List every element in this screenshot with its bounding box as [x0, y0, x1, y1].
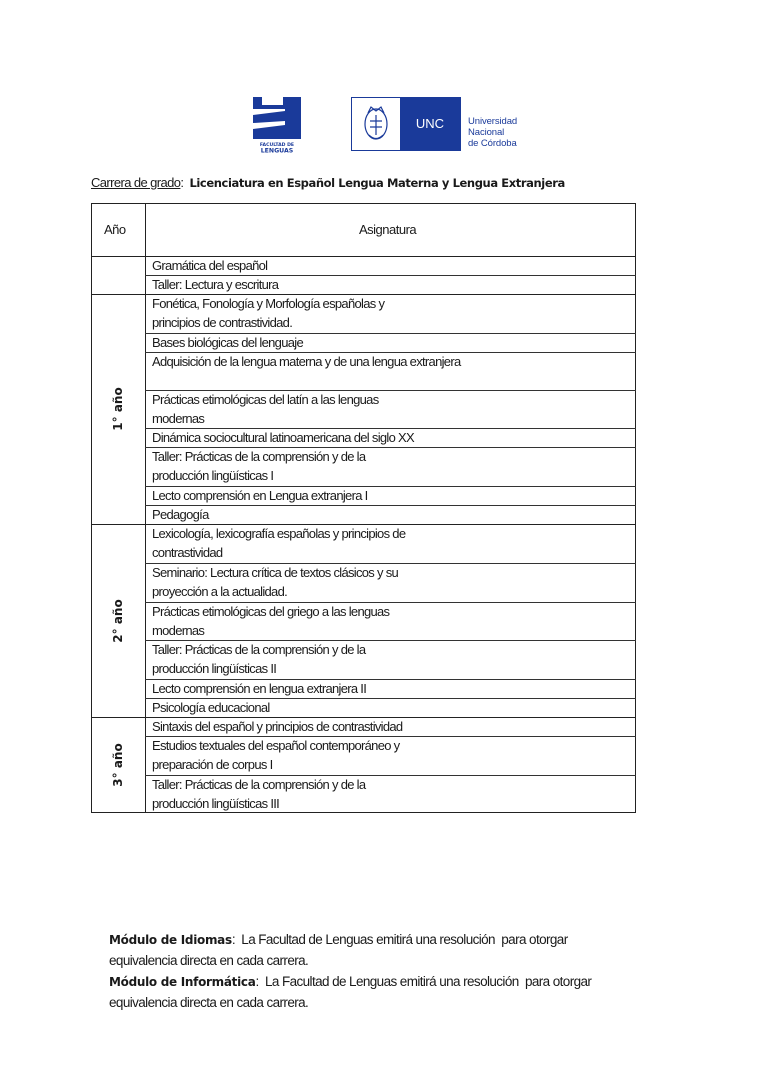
career-value: Licenciatura en Español Lengua Materna y Lengua Extranjera — [189, 176, 565, 190]
note-title: Módulo de Informática — [109, 975, 256, 989]
header-year: Año — [104, 222, 126, 237]
unc-name — [468, 116, 517, 149]
note-text: La Facultad de Lenguas emitirá una resolución para otorgar — [234, 932, 568, 947]
subject-line: Prácticas etimológicas del griego a las lenguas — [152, 604, 390, 619]
table-row — [152, 736, 399, 774]
note-text: La Facultad de Lenguas emitirá una resolución para otorgar — [258, 974, 592, 989]
table-row — [152, 698, 270, 717]
subject-line: Bases biológicas del lenguaje — [152, 335, 303, 350]
unc-logo — [351, 97, 461, 151]
subject-line: Lecto comprensión en lengua extranjera II — [152, 681, 367, 696]
subject-line: producción lingüísticas I — [152, 468, 274, 483]
note-text-continued: equivalencia directa en cada carrera. — [109, 995, 309, 1010]
table-row — [152, 294, 384, 332]
table-row — [152, 486, 368, 505]
table-row — [152, 640, 365, 678]
table-row — [152, 256, 267, 275]
subject-line: Pedagogía — [152, 507, 209, 522]
header-subject: Asignatura — [359, 222, 417, 237]
table-row — [152, 505, 209, 524]
career-label: Carrera de grado — [91, 175, 181, 190]
year-label: 3° año — [111, 743, 125, 787]
subject-line: Seminario: Lectura crítica de textos clásicos y su — [152, 565, 399, 580]
subject-line: Adquisición de la lengua materna y de una lengua extranjera — [152, 354, 461, 369]
subject-line: Estudios textuales del español contemporáneo y — [152, 738, 400, 753]
table-row — [152, 447, 365, 485]
subject-line: Fonética, Fonología y Morfología españolas y — [152, 296, 385, 311]
facultad-de-lenguas-logo — [253, 97, 301, 153]
table-row — [152, 602, 389, 640]
unc-name-line: de Córdoba — [468, 138, 517, 149]
table-row — [152, 390, 379, 428]
table-row — [152, 352, 461, 390]
subject-line: proyección a la actualidad. — [152, 584, 288, 599]
table-row — [152, 275, 278, 294]
subject-line: Sintaxis del español y principios de contrastividad — [152, 719, 403, 734]
subject-line: Prácticas etimológicas del latín a las lenguas — [152, 392, 379, 407]
unc-badge: UNC — [415, 116, 445, 131]
table-row — [152, 717, 402, 736]
note-line — [109, 971, 591, 993]
subject-line: Lexicología, lexicografía españolas y principios de — [152, 526, 406, 541]
table-row — [152, 775, 365, 813]
note-separator: : — [255, 974, 259, 989]
table-row — [152, 524, 405, 562]
subject-line: Gramática del español — [152, 258, 268, 273]
subject-line: Psicología educacional — [152, 700, 270, 715]
subject-line: principios de contrastividad. — [152, 315, 293, 330]
subject-line: producción lingüísticas III — [152, 796, 280, 811]
subject-line: Dinámica sociocultural latinoamericana del siglo XX — [152, 430, 414, 445]
subject-line: Taller: Lectura y escritura — [152, 277, 279, 292]
note-line — [109, 929, 568, 951]
svg-text:LENGUAS: LENGUAS — [260, 147, 294, 153]
subject-line — [152, 371, 461, 390]
unc-name-line: Nacional — [468, 127, 505, 138]
career-title — [91, 175, 565, 190]
year-label: 1° año — [111, 387, 125, 431]
table-row — [152, 333, 303, 352]
unc-name-line: Universidad — [468, 116, 518, 127]
career-separator: : — [180, 175, 184, 190]
subject-line: Taller: Prácticas de la comprensión y de la — [152, 642, 366, 657]
subject-line: Taller: Prácticas de la comprensión y de la — [152, 449, 366, 464]
year-label: 2° año — [111, 598, 125, 643]
subject-line: Lecto comprensión en Lengua extranjera I — [152, 488, 368, 503]
svg-text:FACULTAD DE: FACULTAD DE — [259, 143, 295, 148]
subject-line: producción lingüísticas II — [152, 661, 277, 676]
subject-line: contrastividad — [152, 545, 223, 560]
note-text-continued: equivalencia directa en cada carrera. — [109, 953, 309, 968]
table-row — [152, 679, 366, 698]
subject-line: preparación de corpus I — [152, 757, 273, 772]
table-row — [152, 563, 398, 601]
row-divider — [145, 505, 636, 506]
subject-line: Taller: Prácticas de la comprensión y de la — [152, 777, 366, 792]
note-title: Módulo de Idiomas — [109, 933, 232, 947]
table-row — [152, 428, 414, 447]
note-separator: : — [231, 932, 235, 947]
subject-line: modernas — [152, 623, 205, 638]
subject-line: modernas — [152, 411, 205, 426]
